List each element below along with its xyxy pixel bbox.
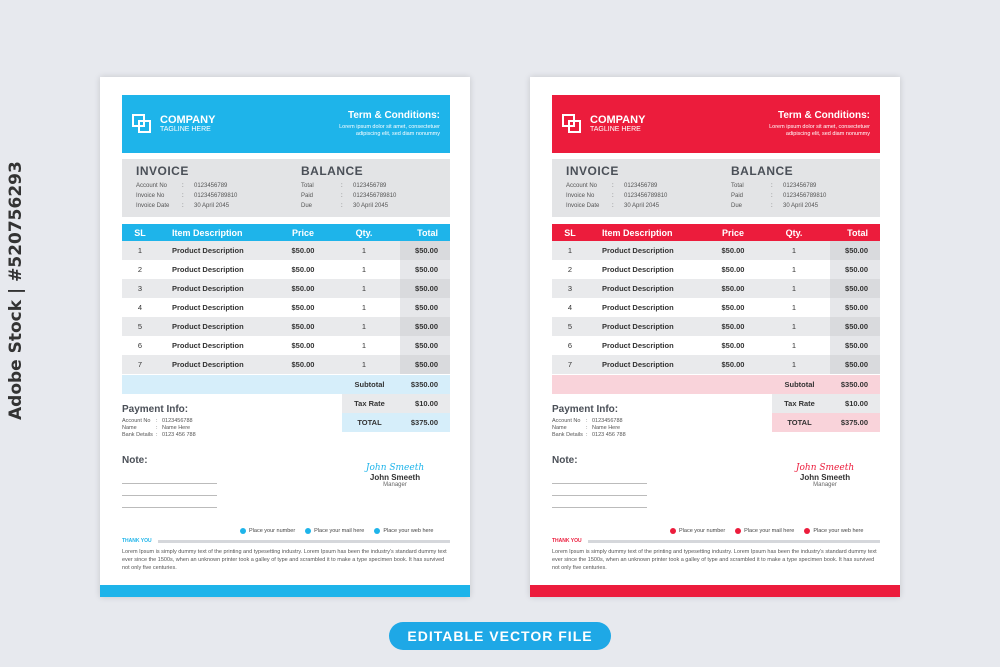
table-row	[552, 279, 880, 298]
company-logo	[562, 114, 645, 134]
field-label: Account No	[566, 183, 598, 189]
subtotal-label: Subtotal	[354, 380, 385, 389]
thank-you-label: THANK YOU	[552, 538, 582, 544]
contact-web: Place your web here	[813, 528, 864, 534]
invoice-info-band	[122, 159, 450, 217]
field-value: 30 April 2045	[353, 203, 389, 209]
cell-sl: 6	[137, 341, 143, 350]
field-value: 0123 456 788	[592, 432, 626, 438]
cell-total: $50.00	[400, 260, 450, 279]
invoice-title: INVOICE	[566, 164, 619, 178]
cell-total: $50.00	[830, 336, 880, 355]
terms-text: Lorem ipsum dolor sit amet, consectetuer adipiscing elit, sed diam nonummy	[769, 124, 870, 137]
cell-total: $50.00	[400, 336, 450, 355]
table-row	[552, 241, 880, 260]
note-line	[552, 484, 647, 496]
table-row	[122, 279, 450, 298]
contact-phone: Place your number	[249, 528, 296, 534]
signer-name: John Smeeth	[799, 473, 851, 482]
subtotal-row	[552, 375, 880, 394]
contact-row	[670, 528, 863, 534]
cell-price: $50.00	[721, 322, 745, 331]
note-block	[122, 455, 217, 508]
signer-role: Manager	[383, 482, 407, 488]
contact-mail: Place your mail here	[314, 528, 365, 534]
cell-qty: 1	[361, 246, 367, 255]
cell-sl: 1	[567, 246, 573, 255]
cell-desc: Product Description	[172, 284, 244, 293]
web-icon	[804, 528, 810, 534]
cell-total: $50.00	[400, 317, 450, 336]
field-label: Invoice No	[566, 193, 595, 199]
cell-desc: Product Description	[602, 284, 674, 293]
note-line	[552, 472, 647, 484]
logo-squares-icon	[132, 114, 154, 134]
balance-title: BALANCE	[731, 164, 794, 178]
table-row	[122, 260, 450, 279]
cell-sl: 3	[567, 284, 573, 293]
field-label: Invoice No	[136, 193, 165, 199]
col-qty: Qty.	[785, 227, 803, 238]
web-icon	[374, 528, 380, 534]
cell-price: $50.00	[291, 322, 315, 331]
field-value: 0123 456 788	[162, 432, 196, 438]
cell-desc: Product Description	[602, 265, 674, 274]
col-total: Total	[847, 227, 868, 238]
cell-desc: Product Description	[602, 341, 674, 350]
company-tagline: TAGLINE HERE	[590, 126, 641, 133]
tax-value: $10.00	[827, 394, 880, 413]
company-name: COMPANY	[590, 114, 646, 126]
field-label: Paid	[301, 193, 314, 199]
table-row	[122, 336, 450, 355]
cell-sl: 5	[137, 322, 143, 331]
payment-title: Payment Info:	[552, 404, 619, 415]
cell-total: $50.00	[830, 298, 880, 317]
field-label: Bank Details	[122, 432, 153, 438]
contact-mail: Place your mail here	[744, 528, 795, 534]
contact-web: Place your web here	[383, 528, 434, 534]
invoice-sheet-blue	[100, 77, 470, 597]
cell-qty: 1	[361, 341, 367, 350]
cell-total: $50.00	[830, 317, 880, 336]
cell-total: $50.00	[830, 355, 880, 374]
cell-price: $50.00	[291, 303, 315, 312]
contact-phone: Place your number	[679, 528, 726, 534]
field-label: Due	[301, 203, 313, 209]
payment-info: Payment Info: Account No : 0123456788 Name : Name Here Bank Details : 0123 456 788	[122, 404, 196, 438]
table-row	[122, 298, 450, 317]
cell-price: $50.00	[721, 284, 745, 293]
total-label: TOTAL	[772, 413, 827, 432]
field-value: 0123456788	[592, 418, 623, 424]
balance-title: BALANCE	[301, 164, 364, 178]
cell-qty: 1	[791, 265, 797, 274]
table-row	[122, 355, 450, 374]
field-value: 0123456789810	[783, 193, 827, 199]
note-title: Note:	[122, 455, 148, 466]
cell-sl: 4	[137, 303, 143, 312]
balance-details: BALANCE Total : 0123456789 Paid : 0123456789810 Due : 30 April 2045	[271, 164, 436, 212]
thanks-row	[122, 538, 450, 544]
field-label: Account No	[122, 418, 151, 424]
company-tagline: TAGLINE HERE	[160, 126, 211, 133]
col-sl: SL	[134, 227, 146, 238]
col-qty: Qty.	[355, 227, 373, 238]
field-label: Name	[122, 425, 137, 431]
cell-desc: Product Description	[172, 341, 244, 350]
field-value: 0123456789810	[624, 193, 668, 199]
cell-desc: Product Description	[602, 322, 674, 331]
field-value: Name Here	[162, 425, 191, 431]
terms-block	[745, 110, 870, 138]
cell-sl: 5	[567, 322, 573, 331]
field-value: 30 April 2045	[194, 203, 230, 209]
field-value: 0123456789	[194, 183, 228, 189]
field-value: 30 April 2045	[624, 203, 660, 209]
col-total: Total	[417, 227, 438, 238]
table-header	[552, 224, 880, 241]
mail-icon	[735, 528, 741, 534]
field-value: 0123456789	[783, 183, 817, 189]
field-value: 0123456789810	[194, 193, 238, 199]
invoice-sheet-red	[530, 77, 900, 597]
note-line	[552, 496, 647, 508]
cell-price: $50.00	[291, 360, 315, 369]
table-row	[552, 298, 880, 317]
cell-total: $50.00	[830, 260, 880, 279]
table-header	[122, 224, 450, 241]
cell-total: $50.00	[400, 241, 450, 260]
balance-details: BALANCE Total : 0123456789 Paid : 0123456789810 Due : 30 April 2045	[701, 164, 866, 212]
field-value: Name Here	[592, 425, 621, 431]
cell-desc: Product Description	[602, 303, 674, 312]
phone-icon	[670, 528, 676, 534]
note-line	[122, 472, 217, 484]
cell-total: $50.00	[400, 355, 450, 374]
cell-sl: 1	[137, 246, 143, 255]
field-label: Due	[731, 203, 743, 209]
cell-qty: 1	[791, 341, 797, 350]
terms-block	[315, 110, 440, 138]
cell-sl: 6	[567, 341, 573, 350]
bottom-band	[530, 585, 900, 597]
subtotal-value: $350.00	[410, 380, 438, 389]
field-label: Bank Details	[552, 432, 583, 438]
mail-icon	[305, 528, 311, 534]
field-value: 30 April 2045	[783, 203, 819, 209]
field-value: 0123456789810	[353, 193, 397, 199]
cell-total: $50.00	[830, 279, 880, 298]
cell-desc: Product Description	[172, 360, 244, 369]
payment-info: Payment Info: Account No : 0123456788 Name : Name Here Bank Details : 0123 456 788	[552, 404, 626, 438]
company-name: COMPANY	[160, 114, 216, 126]
cell-price: $50.00	[721, 303, 745, 312]
cell-desc: Product Description	[172, 265, 244, 274]
signature: John Smeeth	[365, 463, 425, 473]
company-logo	[132, 114, 215, 134]
cell-price: $50.00	[721, 341, 745, 350]
table-row	[552, 355, 880, 374]
items-table	[552, 224, 880, 374]
tax-value: $10.00	[397, 394, 450, 413]
footer-text: Lorem Ipsum is simply dummy text of the printing and typesetting industry. Lorem Ipsum has been the industry's standard dummy text ever since the 1500s, when an unknown printer took a galley of type and scrambled it to make a type specimen book. It has survived not only five centuries.	[552, 549, 877, 571]
table-row	[552, 260, 880, 279]
bottom-band	[100, 585, 470, 597]
thank-you-label: THANK YOU	[122, 538, 152, 544]
cell-sl: 2	[137, 265, 143, 274]
thanks-row	[552, 538, 880, 544]
col-desc: Item Description	[172, 227, 243, 238]
cell-qty: 1	[791, 246, 797, 255]
table-row	[122, 317, 450, 336]
cell-qty: 1	[791, 322, 797, 331]
table-row	[552, 336, 880, 355]
footer-text: Lorem Ipsum is simply dummy text of the printing and typesetting industry. Lorem Ipsum has been the industry's standard dummy text ever since the 1500s, when an unknown printer took a galley of type and scrambled it to make a type specimen book. It has survived not only five centuries.	[122, 549, 447, 571]
invoice-title: INVOICE	[136, 164, 189, 178]
field-value: 0123456789	[624, 183, 658, 189]
field-label: Invoice Date	[566, 203, 600, 209]
table-row	[122, 241, 450, 260]
tax-label: Tax Rate	[772, 394, 827, 413]
field-label: Account No	[136, 183, 168, 189]
invoice-details: INVOICE Account No : 0123456789 Invoice No : 0123456789810 Invoice Date : 30 April 2045	[566, 164, 701, 212]
cell-desc: Product Description	[602, 246, 674, 255]
cell-total: $50.00	[400, 279, 450, 298]
cell-desc: Product Description	[172, 246, 244, 255]
field-label: Paid	[731, 193, 744, 199]
signature: John Smeeth	[795, 463, 855, 473]
cell-sl: 4	[567, 303, 573, 312]
field-label: Total	[731, 183, 744, 189]
payment-title: Payment Info:	[122, 404, 189, 415]
cell-price: $50.00	[291, 246, 315, 255]
cell-qty: 1	[361, 322, 367, 331]
cell-total: $50.00	[830, 241, 880, 260]
logo-squares-icon	[562, 114, 584, 134]
field-value: 0123456788	[162, 418, 193, 424]
terms-text: Lorem ipsum dolor sit amet, consectetuer adipiscing elit, sed diam nonummy	[339, 124, 440, 137]
cell-sl: 2	[567, 265, 573, 274]
signature-block	[350, 463, 440, 488]
note-line	[122, 484, 217, 496]
invoice-info-band	[552, 159, 880, 217]
editable-vector-file-badge[interactable]: EDITABLE VECTOR FILE	[389, 622, 611, 650]
cell-price: $50.00	[721, 360, 745, 369]
cell-qty: 1	[791, 284, 797, 293]
cell-desc: Product Description	[602, 360, 674, 369]
cell-price: $50.00	[721, 246, 745, 255]
cell-price: $50.00	[291, 341, 315, 350]
cell-price: $50.00	[291, 284, 315, 293]
invoice-details: INVOICE Account No : 0123456789 Invoice No : 0123456789810 Invoice Date : 30 April 2045	[136, 164, 271, 212]
note-line	[122, 496, 217, 508]
cell-desc: Product Description	[172, 322, 244, 331]
invoice-header	[122, 95, 450, 153]
col-sl: SL	[564, 227, 576, 238]
cell-qty: 1	[361, 303, 367, 312]
total-value: $375.00	[827, 413, 880, 432]
items-table	[122, 224, 450, 374]
cell-total: $50.00	[400, 298, 450, 317]
terms-title: Term & Conditions:	[347, 110, 440, 121]
cell-qty: 1	[791, 360, 797, 369]
invoice-header	[552, 95, 880, 153]
total-label: TOTAL	[342, 413, 397, 432]
signer-role: Manager	[813, 482, 837, 488]
field-label: Account No	[552, 418, 581, 424]
signature-block	[780, 463, 870, 488]
cell-price: $50.00	[721, 265, 745, 274]
col-price: Price	[721, 227, 745, 238]
col-desc: Item Description	[602, 227, 673, 238]
terms-title: Term & Conditions:	[777, 110, 870, 121]
cell-qty: 1	[361, 265, 367, 274]
subtotal-value: $350.00	[840, 380, 868, 389]
cell-sl: 7	[567, 360, 573, 369]
total-value: $375.00	[397, 413, 450, 432]
cell-qty: 1	[791, 303, 797, 312]
field-label: Invoice Date	[136, 203, 170, 209]
cell-qty: 1	[361, 360, 367, 369]
cell-sl: 7	[137, 360, 143, 369]
subtotal-row	[122, 375, 450, 394]
cell-sl: 3	[137, 284, 143, 293]
note-title: Note:	[552, 455, 578, 466]
field-label: Total	[301, 183, 314, 189]
col-price: Price	[291, 227, 315, 238]
stock-id-label: Adobe Stock | #520756293	[6, 161, 26, 420]
tax-label: Tax Rate	[342, 394, 397, 413]
cell-qty: 1	[361, 284, 367, 293]
field-value: 0123456789	[353, 183, 387, 189]
cell-price: $50.00	[291, 265, 315, 274]
contact-row	[240, 528, 433, 534]
table-row	[552, 317, 880, 336]
field-label: Name	[552, 425, 567, 431]
subtotal-label: Subtotal	[784, 380, 815, 389]
phone-icon	[240, 528, 246, 534]
thanks-divider	[158, 540, 450, 543]
signer-name: John Smeeth	[369, 473, 421, 482]
cell-desc: Product Description	[172, 303, 244, 312]
thanks-divider	[588, 540, 880, 543]
note-block	[552, 455, 647, 508]
